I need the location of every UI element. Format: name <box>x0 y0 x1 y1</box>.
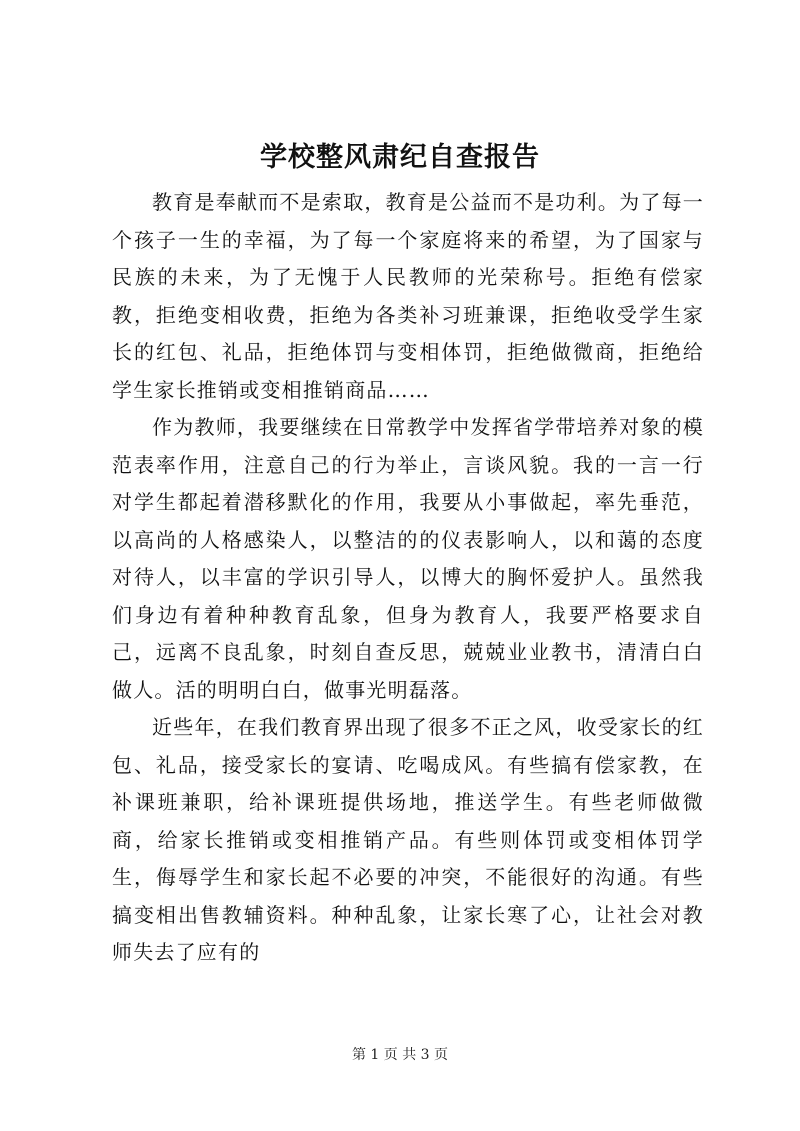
document-body <box>112 184 704 972</box>
paragraph-2: 作为教师，我要继续在日常教学中发挥省学带培养对象的模范表率作用，注意自己的行为举止，言谈风貌。我的一言一行对学生都起着潜移默化的作用，我要从小事做起，率先垂范，以高尚的人格感染人，以整洁的的仪表影响人，以和蔼的态度对待人，以丰富的学识引导人，以博大的胸怀爱护人。虽然我们身边有着种种教育乱象，但身为教育人，我要严格要求自己，远离不良乱象，时刻自查反思，兢兢业业教书，清清白白做人。活的明明白白，做事光明磊落。 <box>112 415 704 702</box>
paragraph-1: 教育是奉献而不是索取，教育是公益而不是功利。为了每一个孩子一生的幸福，为了每一个家庭将来的希望，为了国家与民族的未来，为了无愧于人民教师的光荣称号。拒绝有偿家教，拒绝变相收费，拒绝为各类补习班兼课，拒绝收受学生家长的红包、礼品，拒绝体罚与变相体罚，拒绝做微商，拒绝给学生家长推销或变相推销商品…… <box>112 190 704 402</box>
document-title: 学校整风肃纪自查报告 <box>260 142 540 173</box>
paragraph-3: 近些年，在我们教育界出现了很多不正之风，收受家长的红包、礼品，接受家长的宴请、吃喝成风。有些搞有偿家教，在补课班兼职，给补课班提供场地，推送学生。有些老师做微商，给家长推销或变相推销产品。有些则体罚或变相体罚学生，侮辱学生和家长起不必要的冲突，不能很好的沟通。有些搞变相出售教辅资料。种种乱象，让家长寒了心，让社会对教师失去了应有的 <box>112 715 704 964</box>
page-footer: 第 1 页 共 3 页 <box>351 1047 449 1063</box>
